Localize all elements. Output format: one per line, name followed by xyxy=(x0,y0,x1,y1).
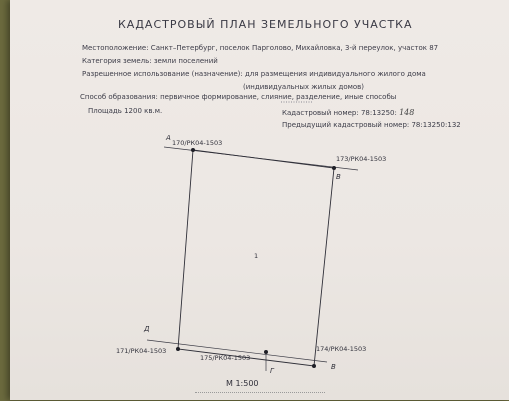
corner-label-d: Д xyxy=(144,325,150,333)
point-marker-171 xyxy=(176,347,180,351)
point-label-173: 173/РК04-1503 xyxy=(336,155,387,163)
previous-cadastral-number: Предыдущий кадастровый номер: 78:13250:132 xyxy=(282,121,461,129)
formation-line: Способ образования: первичное формирование, слияние, разделение, иные способы xyxy=(80,93,397,101)
point-label-170: 170/РК04-1503 xyxy=(172,139,223,147)
cadastral-number: Кадастровый номер: 78:13250: 148 xyxy=(282,108,415,117)
category-line: Категория земель: земли поселений xyxy=(82,57,218,65)
point-marker-170 xyxy=(191,148,195,152)
permitted-use-line: Разрешенное использование (назначение): для размещения индивидуального жилого дома xyxy=(82,70,426,78)
handwritten-number: 148 xyxy=(399,108,415,117)
corner-label-g: Г xyxy=(270,367,274,375)
corner-label-a: А xyxy=(166,134,171,142)
point-label-174: 174/РК04-1503 xyxy=(316,345,367,353)
point-marker-175 xyxy=(264,350,268,354)
location-line: Местоположение: Санкт–Петербург, поселок Парголово, Михайловка, 3-й переулок, участок 87 xyxy=(82,44,439,52)
point-marker-174 xyxy=(312,364,316,368)
corner-label-b-bottom: В xyxy=(331,363,336,371)
point-label-171: 171/РК04-1503 xyxy=(116,347,167,355)
permitted-use-line-2: (индивидуальных жилых домов) xyxy=(243,83,365,91)
parcel-number: 1 xyxy=(254,252,259,260)
point-label-175: 175/РК04-1503 xyxy=(200,354,251,362)
corner-label-b-top: В xyxy=(336,173,341,181)
area-line: Площадь 1200 кв.м. xyxy=(88,107,163,115)
scale-label: М 1:500 xyxy=(226,379,259,388)
point-marker-173 xyxy=(332,166,336,170)
page-title: КАДАСТРОВЫЙ ПЛАН ЗЕМЕЛЬНОГО УЧАСТКА xyxy=(118,18,413,31)
